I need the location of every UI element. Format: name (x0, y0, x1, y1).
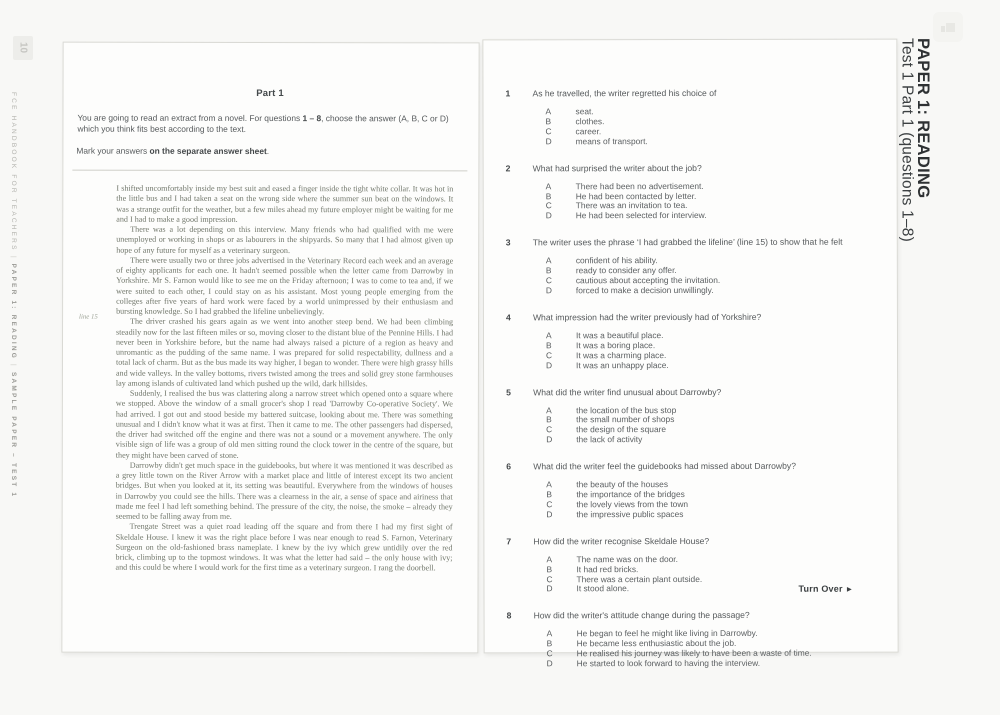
turn-over-footer (799, 584, 854, 594)
option-text: ready to consider any offer. (575, 265, 677, 276)
mark-answers-line (76, 146, 463, 158)
option-text: He became less enthusiastic about the job. (576, 638, 737, 649)
option-text: the design of the square (576, 424, 667, 435)
option-text: means of transport. (575, 135, 648, 146)
instructions-segment: , choose the answer (A, B, C or D) which you think fits best according to the text. (77, 113, 449, 134)
option-letter: C (546, 648, 553, 659)
option-text: clothes. (575, 116, 605, 127)
option-text: It was a charming place. (576, 349, 667, 360)
option-letter: D (545, 285, 552, 296)
option-text: It was an unhappy place. (576, 359, 669, 370)
option-letter: B (546, 489, 552, 500)
option-letter: D (546, 509, 553, 520)
question-text: The writer uses the phrase ‘I had grabbed the lifeline’ (line 15) to show that he felt (532, 236, 843, 248)
question-text: What had surprised the writer about the job? (532, 162, 702, 173)
passage-paragraph: Suddenly, I realised the bus was clattering along a narrow street which opened onto a square where we stopped. Above the window of a small grocer's shop I read 'Darrowby Co-operative Society'. We had arrived. I got out and stood beside my battered suitcase, looking about me. There was something unusual and I didn't know what it was at first. Then it came to me. The other passengers had dispersed, the driver had switched off the engine and there was not a sound or a movement anywhere. The only visible sign of life was a group of old men sitting round the clock tower in the centre of the square, but they might have been carved of stone. (115, 388, 453, 460)
option-text: He had been contacted by letter. (575, 190, 697, 201)
option-text: He started to look forward to having the interview. (576, 657, 761, 669)
question-range: 1 – 8 (302, 113, 322, 124)
question-block (484, 237, 877, 296)
right-edge-caption (899, 38, 931, 678)
question-number: 1 (505, 88, 511, 99)
option-text: the lack of activity (576, 434, 643, 445)
option-text: the impressive public spaces (576, 508, 684, 520)
option-text: seat. (575, 106, 594, 117)
part-heading: Part 1 (256, 87, 284, 100)
option-letter: D (545, 136, 552, 147)
question-block (485, 610, 878, 669)
mark-answers-prefix: Mark your answers (76, 145, 150, 156)
question-block (483, 88, 876, 147)
option-text: There was a certain plant outside. (576, 573, 703, 584)
separator: | (10, 255, 17, 260)
paper-label: PAPER 1: READING (10, 263, 17, 361)
questions-list (483, 40, 897, 669)
passage-paragraph: There was a lot depending on this interview. Many friends who had qualified with me were unemployed or working in shops or as labourers in the shipyards. So many that I had almost given up hope of any future for myself as a veterinary surgeon. (116, 224, 454, 255)
exam-questions-page (482, 39, 898, 669)
question-number: 6 (506, 461, 512, 472)
question-text: As he travelled, the writer regretted his choice of (532, 87, 717, 99)
option-letter: D (546, 359, 553, 370)
option-letter: C (546, 499, 553, 510)
option-letter: C (546, 573, 553, 584)
paper-title: PAPER 1: READING (914, 38, 932, 199)
option-text: There had been no advertisement. (575, 180, 704, 191)
option-row (546, 509, 877, 520)
option-letter: A (545, 330, 552, 341)
option-letter: C (546, 349, 553, 360)
option-letter: B (545, 190, 552, 201)
image-placeholder-glyph (941, 23, 955, 32)
option-text: the small number of shops (576, 414, 675, 425)
option-letter: B (545, 340, 552, 351)
option-text: He had been selected for interview. (575, 210, 707, 221)
option-text: It was a beautiful place. (575, 329, 664, 341)
option-text: the location of the bus stop (576, 404, 677, 415)
option-letter: D (545, 210, 552, 221)
option-row (546, 435, 877, 446)
option-letter: B (546, 563, 553, 574)
option-letter: A (545, 106, 552, 117)
instructions-segment: You are going to read an extract from a novel. For questions (77, 112, 303, 124)
option-letter: A (545, 255, 552, 266)
options-list (547, 629, 878, 669)
question-text: How did the writer recognise Skeldale House? (533, 535, 710, 547)
separator: | (10, 364, 17, 368)
handbook-label: FCE HANDBOOK FOR TEACHERS (10, 92, 17, 252)
options-list (546, 330, 877, 370)
option-row (546, 286, 877, 297)
passage-paragraph: I shifted uncomfortably inside my best suit and eased a finger inside the tight white collar. It was hot in the little bus and I had taken a seat on the wrong side where the summer sun beat on the windows. It was a strange outfit for the weather, but a few miles ahead my future employer might be waiting for me and I had to make a good impression. (116, 183, 454, 224)
paper-subtitle: Test 1 Part 1 (questions 1–8) (898, 38, 916, 242)
option-letter: C (546, 424, 553, 435)
option-letter: A (546, 554, 553, 565)
question-block (484, 311, 877, 370)
question-text: What did the writer feel the guidebooks had missed about Darrowby? (533, 460, 796, 472)
option-text: He realised his journey was likely to have been a waste of time. (576, 647, 812, 659)
option-letter: C (545, 275, 552, 286)
page-number: 10 (17, 42, 29, 54)
reading-passage (79, 183, 454, 574)
left-edge-running-header (10, 92, 17, 652)
section-divider (72, 170, 467, 172)
options-list (545, 107, 876, 147)
question-number: 4 (505, 312, 511, 323)
option-text: It stood alone. (576, 583, 630, 594)
question-block (484, 461, 877, 520)
option-text: There was an invitation to tea. (575, 200, 688, 211)
question-number: 7 (506, 536, 512, 547)
image-placeholder-icon (933, 12, 963, 42)
option-text: It was a boring place. (575, 339, 656, 351)
options-list (546, 256, 877, 296)
option-letter: C (545, 126, 552, 137)
option-text: He began to feel he might like living in Darrowby. (576, 628, 758, 639)
option-row (547, 659, 878, 670)
option-letter: B (545, 265, 552, 276)
option-text: confident of his ability. (575, 255, 658, 266)
option-text: It had red bricks. (576, 563, 639, 574)
turn-over-label: Turn Over (798, 583, 843, 594)
question-text: What impression had the writer previously had of Yorkshire? (532, 311, 762, 323)
option-letter: D (546, 658, 553, 669)
option-letter: B (546, 638, 553, 649)
page-number-badge (13, 36, 33, 60)
sample-paper-label: SAMPLE PAPER – TEST 1 (10, 371, 17, 499)
option-letter: A (545, 180, 552, 191)
option-row (546, 136, 877, 147)
turn-over-arrow-icon: ► (845, 584, 854, 594)
option-text: career. (575, 125, 602, 137)
option-letter: B (545, 116, 552, 127)
option-letter: A (546, 479, 552, 490)
option-text: forced to make a decision unwillingly. (575, 284, 714, 296)
option-letter: D (546, 434, 553, 445)
passage-paragraph: The driver crashed his gears again as we went into another steep bend. We had been climbing steadily now for the last fifteen miles or so, moving closer to the distant blue of the Pennine Hills. I had never been in Yorkshire before, but the name had always raised a picture of a region as heavy and unromantic as the pudding of the same name. I was prepared for solid respectability, dullness and a total lack of charm. But as the bus made its way higher, I began to wonder. There were high grassy hills and wide valleys. In the valley bottoms, rivers twisted among the trees and solid grey stone farmhouses lay among islands of cultivated land which pushed up the wild, dark hillsides. (115, 316, 454, 388)
option-text: The name was on the door. (576, 553, 678, 564)
question-text: What did the writer find unusual about Darrowby? (533, 386, 722, 397)
exam-left-page (61, 42, 479, 654)
option-row (546, 360, 877, 371)
option-letter: A (546, 404, 552, 415)
question-number: 5 (506, 386, 511, 397)
question-number: 8 (506, 610, 512, 621)
passage-paragraph: Darrowby didn't get much space in the guidebooks, but where it was mentioned it was described as a grey little town on the River Arrow with a market place and little of interest except its two ancient bridges. But when you looked at it, its setting was beautiful. Everywhere from the windows of houses in Darrowby you could see the hills. There was a clearness in the air, a sense of space and airiness that made me feel I had left something behind. The pressure of the city, the noise, the smoke – already they seemed to be falling away from me. (115, 460, 453, 521)
line-number-note: line 15 (79, 313, 98, 321)
option-row (546, 211, 877, 222)
mark-answers-suffix: . (266, 145, 270, 156)
option-text: cautious about accepting the invitation. (575, 275, 721, 286)
passage-paragraph: There were usually two or three jobs advertised in the Veterinary Record each week and an average of eighty applicants for each one. It hadn't seemed possible when the letter came from Darrowby in Yorkshire. Mr S. Farnon would like to see me on the Friday afternoon; I was to come to tea and, if we were suited to each other, I could stay on as his assistant. Most young people emerging from the colleges after five years of hard work were faced by a world unimpressed by their enthusiasm and bursting knowledge. So I had grabbed the lifeline unbelievingly. (116, 255, 454, 317)
option-letter: B (546, 414, 552, 425)
question-text: How did the writer's attitude change during the passage? (533, 610, 750, 621)
task-instructions (77, 113, 463, 136)
answer-sheet-emphasis: on the separate answer sheet (149, 145, 267, 156)
option-letter: A (546, 628, 553, 639)
options-list (546, 181, 877, 221)
question-number: 2 (505, 163, 511, 174)
options-list (546, 405, 877, 445)
question-block (484, 386, 877, 445)
question-number: 3 (505, 237, 511, 248)
option-text: the lovely views from the town (576, 498, 689, 510)
passage-paragraph: Trengate Street was a quiet road leading off the square and from there I had my first sight of Skeldale House. I knew it was the right place before I was near enough to read S. Farnon, Veterinary Surgeon on the old-fashioned brass nameplate. I knew by the ivy which grew untidily over the red brick, climbing up to the topmost windows. It was what the letter had said – the only house with ivy; and this could be where I would work for the first time as a veterinary surgeon. I rang the doorbell. (115, 521, 453, 573)
option-letter: C (545, 200, 552, 211)
options-list (546, 480, 877, 520)
option-text: the importance of the bridges (576, 489, 685, 500)
option-letter: D (546, 583, 553, 594)
question-block (484, 162, 877, 221)
option-text: the beauty of the houses (576, 479, 669, 490)
